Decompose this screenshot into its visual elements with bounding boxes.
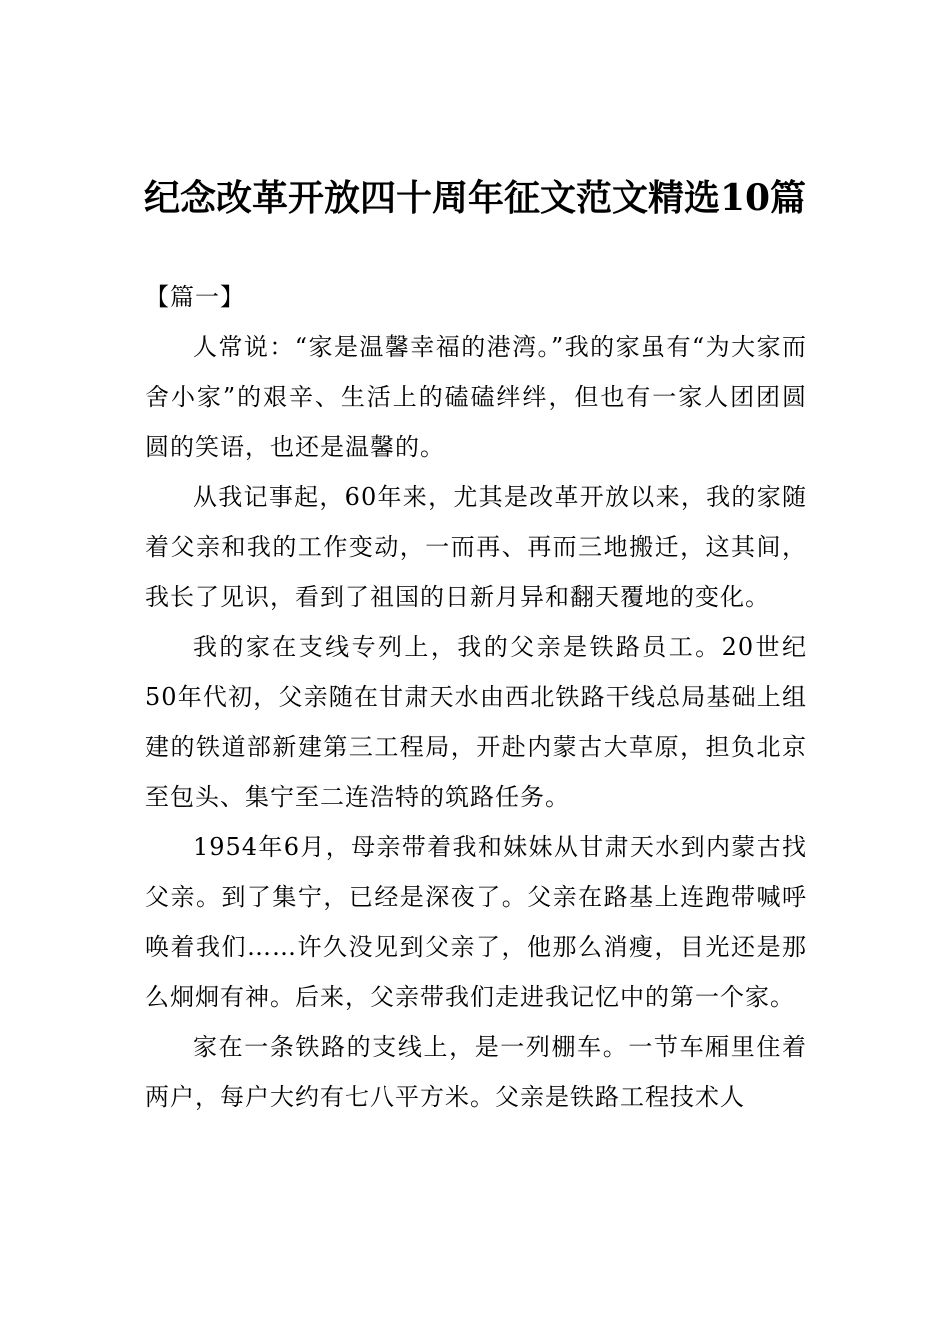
document-body <box>145 272 807 1122</box>
paragraph-5: 家在一条铁路的支线上，是一列棚车。一节车厢里住着两户，每户大约有七八平方米。父亲是铁路工程技术人 <box>145 1033 807 1111</box>
section-label: 【篇一】 <box>145 283 245 311</box>
paragraph-3: 我的家在支线专列上，我的父亲是铁路员工。20世纪50年代初，父亲随在甘肃天水由西北铁路干线总局基础上组建的铁道部新建第三工程局，开赴内蒙古大草原，担负北京至包头、集宁至二连浩特的筑路任务。 <box>145 633 807 811</box>
paragraph-1: 人常说：“家是温馨幸福的港湾。”我的家虽有“为大家而舍小家”的艰辛、生活上的磕磕绊绊，但也有一家人团团圆圆的笑语，也还是温馨的。 <box>145 333 807 461</box>
paragraph-4: 1954年6月，母亲带着我和妹妹从甘肃天水到内蒙古找父亲。到了集宁，已经是深夜了。父亲在路基上连跑带喊呼唤着我们……许久没见到父亲了，他那么消瘦，目光还是那么炯炯有神。后来，父亲带我们走进我记忆中的第一个家。 <box>145 833 807 1011</box>
paragraph-2: 从我记事起，60年来，尤其是改革开放以来，我的家随着父亲和我的工作变动，一而再、再而三地搬迁，这其间，我长了见识，看到了祖国的日新月异和翻天覆地的变化。 <box>145 483 807 611</box>
document-title: 纪念改革开放四十周年征文范文精选10篇 <box>143 177 807 219</box>
